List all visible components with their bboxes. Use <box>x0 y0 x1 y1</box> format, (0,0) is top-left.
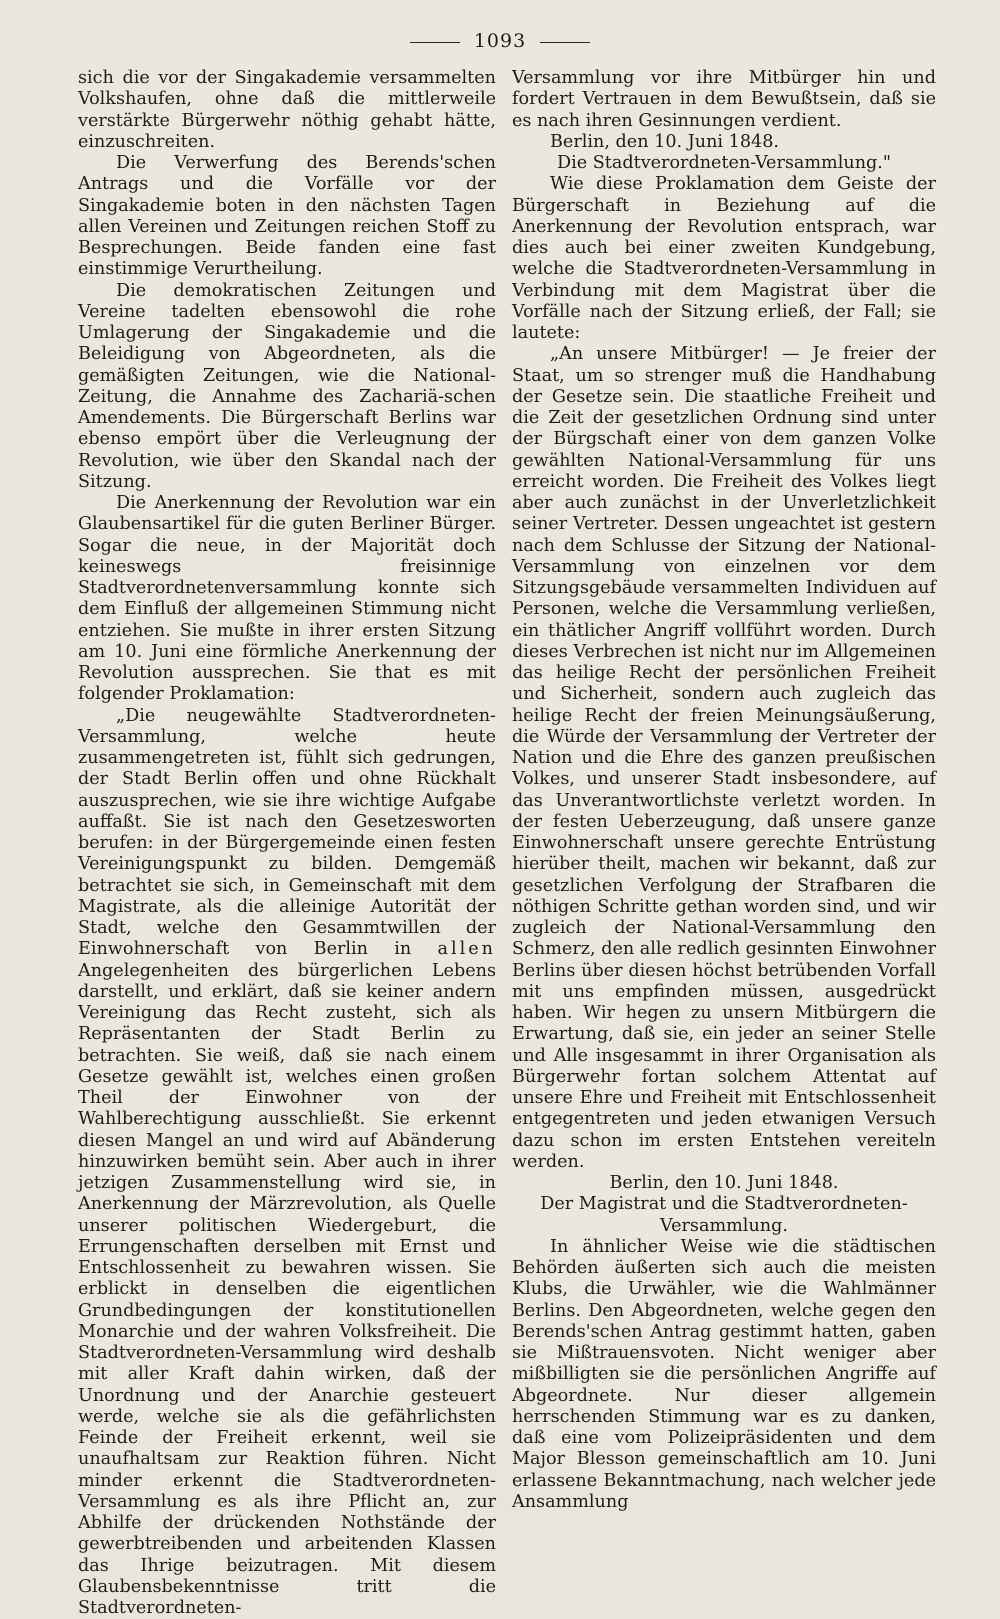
proclamation-paragraph: „An unsere Mitbürger! — Je freier der Staat, um so strenger muß die Handhabung der Gesetze sein. Die staatliche Freiheit und die Zeit der gesetzlichen Ordnung sind unter der Bürgschaft einer von dem ganzen Volke gewählten National-Versammlung für uns erreicht worden. Die Freiheit des Volkes liegt aber auch zunächst in der Unverletzlichkeit seiner Vertreter. Dessen ungeachtet ist gestern nach dem Schlusse der Sitzung der National-Versammlung von einzelnen vor dem Sitzungsgebäude versammelten Individuen auf Personen, welche die Versammlung verließen, ein thätlicher Angriff vollführt worden. Durch dieses Verbrechen ist nicht nur im Allgemeinen das heilige Recht der persönlichen Freiheit und Sicherheit, sondern auch zugleich das heilige Recht der freien Meinungsäußerung, die Würde der Versammlung der Vertreter der Nation und die Ehre des ganzen preußischen Volkes, und unserer Stadt insbesondere, auf das Unverantwortlichste verletzt worden. In der festen Ueberzeugung, daß unsere ganze Einwohnerschaft unsere gerechte Entrüstung hierüber theilt, machen wir bekannt, daß zur gesetzlichen Verfolgung der Strafbaren die nöthigen Schritte gethan worden sind, und wir zugleich der National-Versammlung den Schmerz, den alle redlich gesinnten Einwohner Berlins über diesen höchst betrübenden Vorfall mit uns empfinden müssen, ausgedrückt haben. Wir hegen zu unsern Mitbürgern die Erwartung, daß sie, ein jeder an seiner Stelle und Alle insgesammt in ihrer Organisation als Bürgerwehr fortan solchem Attentat auf unsere Ehre und Freiheit mit Entschlossenheit entgegentreten und jeden etwanigen Versuch dazu schon im ersten Entstehen vereiteln werden. <box>512 344 936 1173</box>
signature: Der Magistrat und die Stadtverordneten-Versammlung. <box>512 1194 936 1237</box>
emphasized-word: allen <box>438 939 497 959</box>
signature: Die Stadtverordneten-Versammlung." <box>512 153 936 174</box>
dateline: Berlin, den 10. Juni 1848. <box>512 132 936 153</box>
proclamation-paragraph <box>78 706 496 1619</box>
paragraph: Die Anerkennung der Revolution war ein Glaubensartikel für die guten Berliner Bürger. Sogar die neue, in der Majorität doch keineswegs freisinnige Stadtverordnetenversammlung konnte sich dem Einfluß der allgemeinen Stimmung nicht entziehen. Sie mußte in ihrer ersten Sitzung am 10. Juni eine förmliche Anerkennung der Revolution aussprechen. Sie that es mit folgender Proklamation: <box>78 493 496 706</box>
page-number: 1093 <box>474 30 526 52</box>
paragraph: Die Verwerfung des Berends'schen Antrags und die Vorfälle vor der Singakademie boten in den nächsten Tagen allen Vereinen und Zeitungen reichen Stoff zu Besprechungen. Beide fanden eine fast einstimmige Verurtheilung. <box>78 153 496 281</box>
page-header <box>0 30 1000 52</box>
header-rule-left <box>410 42 460 43</box>
proclamation-text: „Die neugewählte Stadtverordneten-Versammlung, welche heute zusammengetreten ist, fühlt sich gedrungen, der Stadt Berlin offen und ohne Rückhalt auszusprechen, wie sie ihre wichtige Aufgabe auffaßt. Sie ist nach den Gesetzesworten berufen: in der Bürgergemeinde einen festen Vereinigungspunkt zu bilden. Demgemäß betrachtet sie sich, in Gemeinschaft mit dem Magistrate, als die alleinige Autorität der Stadt, welche den Gesammtwillen der Einwohnerschaft von Berlin in <box>78 706 496 960</box>
header-rule-right <box>540 42 590 43</box>
paragraph: sich die vor der Singakademie versammelten Volkshaufen, ohne daß die mittlerweile verstärkte Bürgerwehr nöthig gehabt hätte, einzuschreiten. <box>78 68 496 153</box>
paragraph: Wie diese Proklamation dem Geiste der Bürgerschaft in Beziehung auf die Anerkennung der Revolution entsprach, war dies auch bei einer zweiten Kundgebung, welche die Stadtverordneten-Versammlung in Verbindung mit dem Magistrat über die Vorfälle nach der Sitzung erließ, der Fall; sie lautete: <box>512 174 936 344</box>
dateline: Berlin, den 10. Juni 1848. <box>512 1173 936 1194</box>
paragraph: Die demokratischen Zeitungen und Vereine tadelten ebensowohl die rohe Umlagerung der Singakademie und die Beleidigung von Abgeordneten, als die gemäßigten Zeitungen, wie die National-Zeitung, die Annahme des Zachariä-schen Amendements. Die Bürgerschaft Berlins war ebenso empört über die Verleugnung der Revolution, wie über den Skandal nach der Sitzung. <box>78 281 496 494</box>
paragraph: Versammlung vor ihre Mitbürger hin und fordert Vertrauen in dem Bewußtsein, daß sie es nach ihren Gesinnungen verdient. <box>512 68 936 132</box>
proclamation-text: Angelegenheiten des bürgerlichen Lebens darstellt, und erklärt, daß sie keiner andern Vereinigung das Recht zusteht, sich als Repräsentanten der Stadt Berlin zu betrachten. Sie weiß, daß sie nach einem Gesetze gewählt ist, welches einen großen Theil der Einwohner von der Wahlberechtigung ausschließt. Sie erkennt diesen Mangel an und wird auf Abänderung hinzuwirken bemüht sein. Aber auch in ihrer jetzigen Zusammenstellung wird sie, in Anerkennung der Märzrevolution, als Quelle unserer politischen Wiedergeburt, die Errungenschaften derselben mit Ernst und Entschlossenheit zu bewahren wissen. Sie erblickt in denselben die eigentlichen Grundbedingungen der konstitutionellen Monarchie und der wahren Volksfreiheit. Die Stadtverordneten-Versammlung wird deshalb mit aller Kraft dahin wirken, daß der Unordnung und der Anarchie gesteuert werde, welche sie als die gefährlichsten Feinde der Freiheit erkennt, weil sie unaufhaltsam zur Reaktion führen. Nicht minder erkennt die Stadtverordneten-Versammlung es als ihre Pflicht an, zur Abhilfe der drückenden Nothstände der gewerbtreibenden und arbeitenden Klassen das Ihrige beizutragen. Mit diesem Glaubensbekenntnisse tritt die Stadtverordneten- <box>78 961 496 1619</box>
left-column <box>78 68 496 1619</box>
paragraph: In ähnlicher Weise wie die städtischen Behörden äußerten sich auch die meisten Klubs, die Urwähler, wie die Wahlmänner Berlins. Den Abgeordneten, welche gegen den Berends'schen Antrag gestimmt hatten, gaben sie Mißtrauensvoten. Nicht weniger aber mißbilligten sie die persönlichen Angriffe auf Abgeordnete. Nur dieser allgemein herrschenden Stimmung war es zu danken, daß eine vom Polizeipräsidenten und dem Major Blesson gemeinschaftlich am 10. Juni erlassene Bekanntmachung, nach welcher jede Ansammlung <box>512 1237 936 1513</box>
right-column <box>512 68 936 1513</box>
